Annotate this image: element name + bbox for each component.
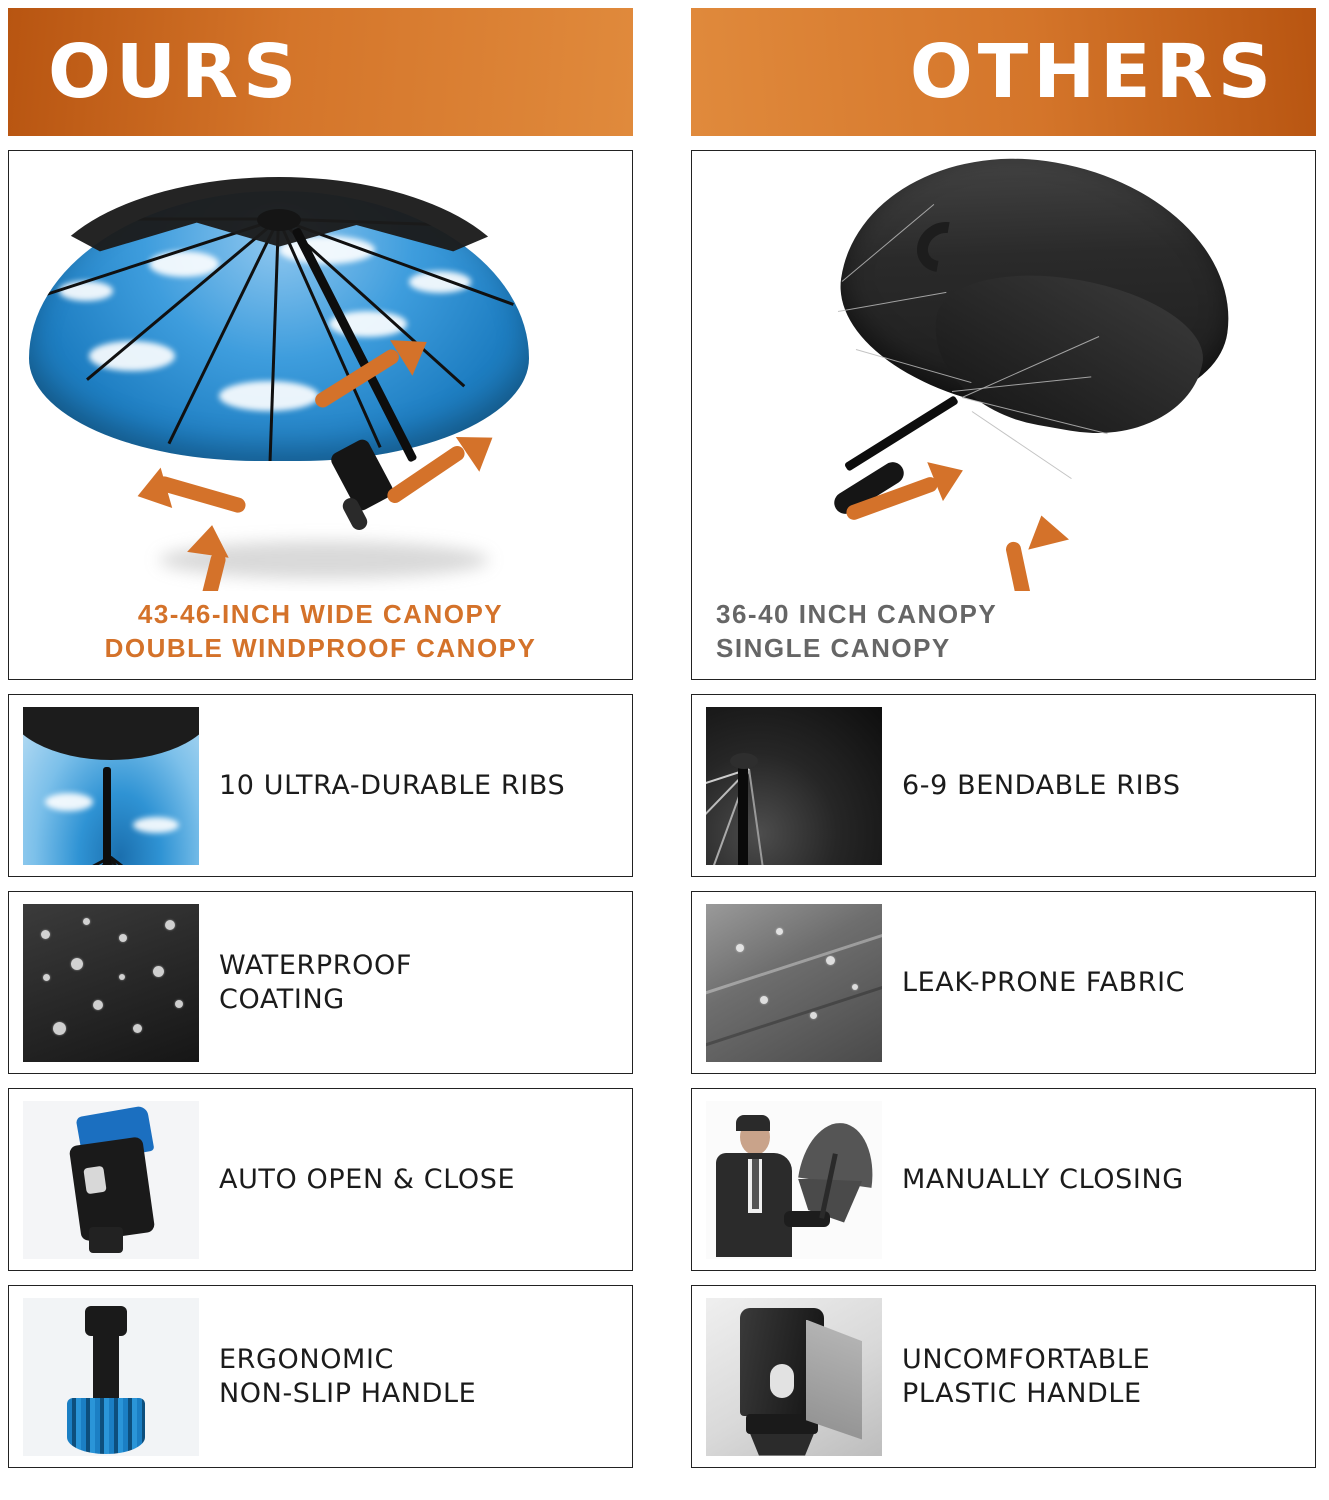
feature-label-line2: PLASTIC HANDLE [902,1377,1142,1409]
hero-card-ours [8,150,633,680]
feature-label-others-fabric [902,966,1185,1000]
feature-label-ours-auto [219,1163,515,1197]
hero-card-others [691,150,1316,680]
feature-label-line1: MANUALLY CLOSING [902,1163,1184,1195]
hero-image-others [692,151,1315,591]
feature-label-line2: COATING [219,983,345,1015]
feature-row-others-manual [691,1088,1316,1271]
feature-label-ours-ribs [219,769,565,803]
column-others [691,8,1316,1500]
feature-label-line1: 6-9 BENDABLE RIBS [902,769,1181,801]
feature-label-line1: LEAK-PRONE FABRIC [902,966,1186,998]
thumb-bendable-ribs [706,707,882,865]
feature-label-others-ribs [902,769,1181,803]
hero-caption-ours-line1: 43-46-INCH WIDE CANOPY [137,599,504,630]
feature-label-line1: 10 ULTRA-DURABLE RIBS [219,769,566,801]
banner-others [691,8,1316,136]
thumb-leak-prone-fabric [706,904,882,1062]
feature-label-line1: AUTO OPEN & CLOSE [219,1163,516,1195]
thumb-plastic-handle [706,1298,882,1456]
feature-row-others-fabric [691,891,1316,1074]
hero-caption-others-line1: 36-40 INCH CANOPY [716,599,998,630]
banner-ours [8,8,633,136]
hero-caption-others [692,598,1315,665]
feature-label-others-handle [902,1343,1150,1411]
column-ours [8,8,633,1500]
thumb-auto-open-close [23,1101,199,1259]
hero-image-ours [9,151,632,591]
thumb-waterproof-coating [23,904,199,1062]
feature-row-ours-auto [8,1088,633,1271]
feature-row-ours-ribs [8,694,633,877]
feature-row-others-ribs [691,694,1316,877]
feature-label-others-manual [902,1163,1184,1197]
feature-label-line2: NON-SLIP HANDLE [219,1377,477,1409]
banner-ours-label: OURS [48,29,302,115]
feature-row-ours-waterproof [8,891,633,1074]
feature-label-line1: UNCOMFORTABLE [902,1343,1151,1375]
hero-caption-others-line2: SINGLE CANOPY [716,632,951,663]
hero-caption-ours-line2: DOUBLE WINDPROOF CANOPY [104,632,537,663]
feature-label-ours-waterproof [219,949,412,1017]
banner-others-label: OTHERS [909,29,1276,115]
thumb-manual-closing [706,1101,882,1259]
hero-caption-ours [9,598,632,665]
umbrella-others-illustration [812,161,1282,551]
thumb-ribs-blue [23,707,199,865]
feature-label-ours-handle [219,1343,476,1411]
feature-label-line1: WATERPROOF [219,949,412,981]
feature-label-line1: ERGONOMIC [219,1343,394,1375]
thumb-ergonomic-handle [23,1298,199,1456]
feature-row-ours-handle [8,1285,633,1468]
feature-row-others-handle [691,1285,1316,1468]
